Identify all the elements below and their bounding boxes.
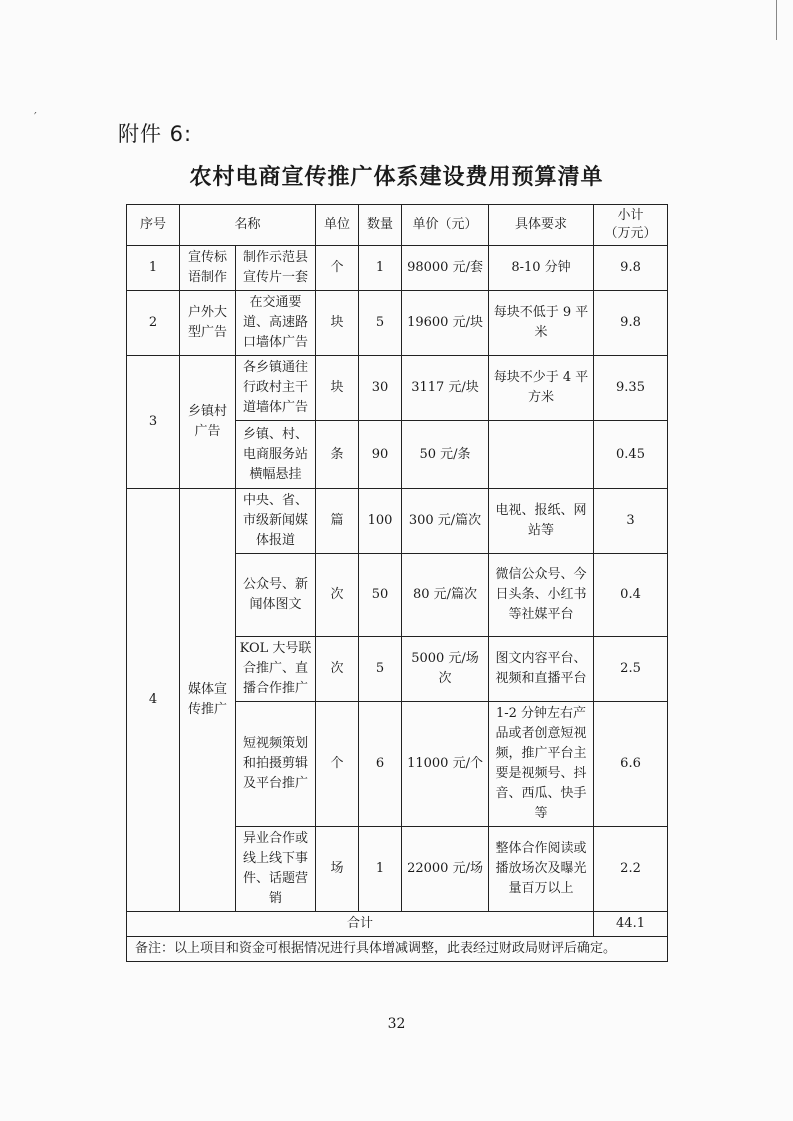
header-seq: 序号 [127, 205, 180, 246]
row-price: 19600 元/块 [402, 291, 489, 356]
row-price: 98000 元/套 [402, 246, 489, 291]
page-number: 32 [387, 1016, 406, 1032]
table-row [127, 489, 668, 554]
header-unit: 单位 [316, 205, 359, 246]
row-seq: 4 [127, 489, 180, 912]
row-category: 乡镇村广告 [180, 356, 236, 489]
row-item: 短视频策划和拍摄剪辑及平台推广 [236, 702, 316, 827]
row-requirement: 微信公众号、今日头条、小红书等社媒平台 [489, 554, 594, 637]
header-requirement: 具体要求 [489, 205, 594, 246]
row-price: 5000 元/场次 [402, 637, 489, 702]
document-title: 农村电商宣传推广体系建设费用预算清单 [189, 164, 604, 190]
row-unit: 场 [316, 827, 359, 912]
table-row [127, 246, 668, 291]
row-unit: 次 [316, 637, 359, 702]
row-unit: 个 [316, 702, 359, 827]
budget-table [126, 204, 668, 962]
row-qty: 5 [359, 637, 402, 702]
row-seq: 3 [127, 356, 180, 489]
row-requirement: 每块不低于 9 平米 [489, 291, 594, 356]
row-requirement: 图文内容平台、视频和直播平台 [489, 637, 594, 702]
row-qty: 90 [359, 421, 402, 489]
row-qty: 50 [359, 554, 402, 637]
row-unit: 篇 [316, 489, 359, 554]
row-qty: 6 [359, 702, 402, 827]
row-subtotal: 0.4 [594, 554, 668, 637]
row-unit: 次 [316, 554, 359, 637]
row-item: KOL 大号联合推广、直播合作推广 [236, 637, 316, 702]
row-category: 宣传标语制作 [180, 246, 236, 291]
row-qty: 30 [359, 356, 402, 421]
row-item: 异业合作或线上线下事件、话题营销 [236, 827, 316, 912]
row-requirement: 1-2 分钟左右产品或者创意短视频，推广平台主要是视频号、抖音、西瓜、快手等 [489, 702, 594, 827]
row-item: 各乡镇通往行政村主干道墙体广告 [236, 356, 316, 421]
table-row [127, 356, 668, 421]
row-qty: 1 [359, 827, 402, 912]
row-requirement: 8-10 分钟 [489, 246, 594, 291]
row-unit: 块 [316, 291, 359, 356]
row-price: 300 元/篇次 [402, 489, 489, 554]
scan-speck: ′ [34, 110, 37, 124]
row-subtotal: 9.35 [594, 356, 668, 421]
row-item: 乡镇、村、电商服务站横幅悬挂 [236, 421, 316, 489]
row-unit: 块 [316, 356, 359, 421]
row-price: 11000 元/个 [402, 702, 489, 827]
header-subtotal: 小计 （万元） [594, 205, 668, 246]
note-text: 备注：以上项目和资金可根据情况进行具体增减调整，此表经过财政局财评后确定。 [127, 937, 668, 962]
row-price: 50 元/条 [402, 421, 489, 489]
row-category: 媒体宣传推广 [180, 489, 236, 912]
row-seq: 2 [127, 291, 180, 356]
row-subtotal: 0.45 [594, 421, 668, 489]
row-requirement: 整体合作阅读或播放场次及曝光量百万以上 [489, 827, 594, 912]
row-category: 户外大型广告 [180, 291, 236, 356]
table-header-row [127, 205, 668, 246]
total-label: 合计 [127, 912, 594, 937]
row-subtotal: 9.8 [594, 246, 668, 291]
row-qty: 100 [359, 489, 402, 554]
table-row [127, 291, 668, 356]
row-subtotal: 2.2 [594, 827, 668, 912]
row-price: 3117 元/块 [402, 356, 489, 421]
header-price: 单价（元） [402, 205, 489, 246]
row-seq: 1 [127, 246, 180, 291]
total-value: 44.1 [594, 912, 668, 937]
row-requirement: 电视、报纸、网站等 [489, 489, 594, 554]
row-item: 在交通要道、高速路口墙体广告 [236, 291, 316, 356]
row-subtotal: 2.5 [594, 637, 668, 702]
row-subtotal: 9.8 [594, 291, 668, 356]
header-qty: 数量 [359, 205, 402, 246]
total-row [127, 912, 668, 937]
row-subtotal: 6.6 [594, 702, 668, 827]
attachment-label: 附件 6: [118, 122, 193, 146]
row-requirement: 每块不少于 4 平方米 [489, 356, 594, 421]
row-unit: 个 [316, 246, 359, 291]
row-item: 公众号、新闻体图文 [236, 554, 316, 637]
row-qty: 1 [359, 246, 402, 291]
row-qty: 5 [359, 291, 402, 356]
row-subtotal: 3 [594, 489, 668, 554]
row-price: 80 元/篇次 [402, 554, 489, 637]
note-row [127, 937, 668, 962]
row-item: 制作示范县宣传片一套 [236, 246, 316, 291]
scan-edge-line [776, 0, 777, 40]
row-requirement [489, 421, 594, 489]
header-name: 名称 [180, 205, 316, 246]
row-unit: 条 [316, 421, 359, 489]
row-item: 中央、省、市级新闻媒体报道 [236, 489, 316, 554]
row-price: 22000 元/场 [402, 827, 489, 912]
